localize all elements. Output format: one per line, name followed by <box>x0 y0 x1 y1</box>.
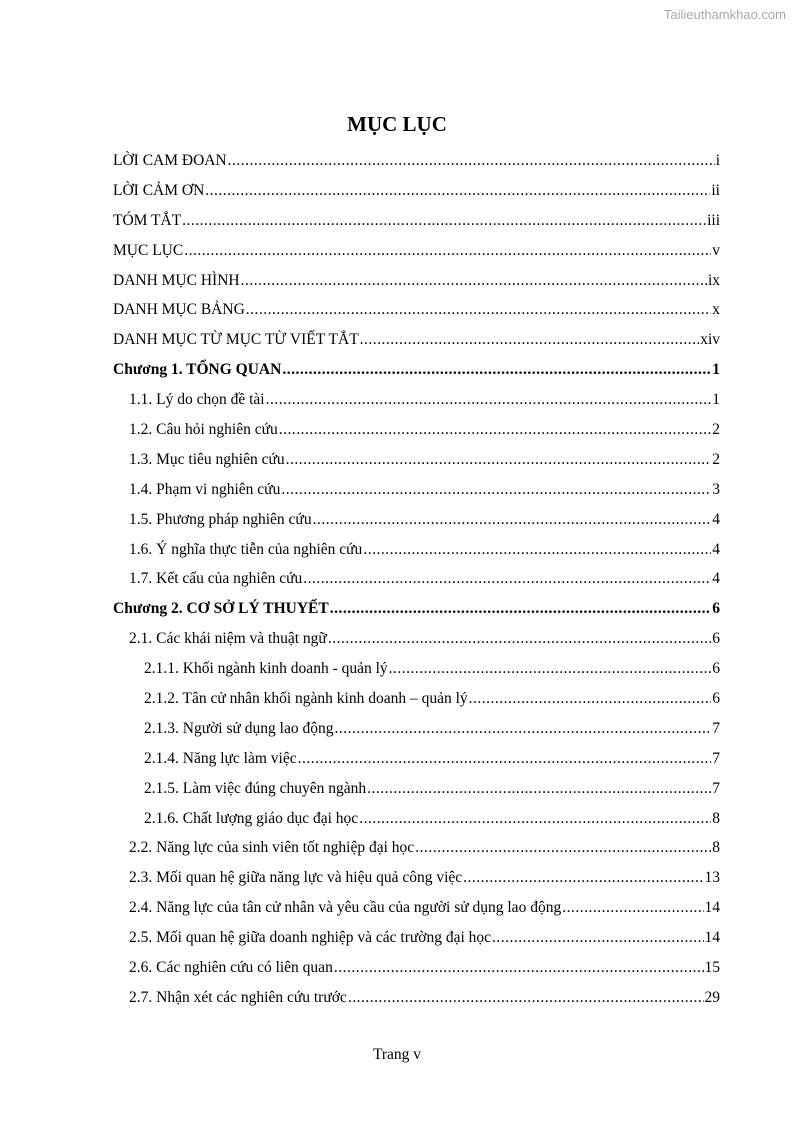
toc-entry-page: 4 <box>712 510 720 528</box>
toc-entry-label: 2.7. Nhận xét các nghiên cứu trước <box>129 988 347 1006</box>
watermark: Tailieuthamkhao.com <box>663 7 786 22</box>
toc-entry-label: 1.5. Phương pháp nghiên cứu <box>129 510 312 528</box>
toc-dot-leader <box>266 391 712 409</box>
toc-entry-label: TÓM TẮT <box>113 211 182 229</box>
toc-dot-leader <box>281 481 711 499</box>
toc-entry-page: 4 <box>712 540 720 558</box>
toc-entry-label: 1.4. Phạm vi nghiên cứu <box>129 480 281 498</box>
toc-entry[interactable] <box>113 833 720 863</box>
toc-dot-leader <box>241 272 707 290</box>
toc-entry[interactable] <box>113 475 720 505</box>
toc-dot-leader <box>228 152 715 170</box>
toc-entry-page: 6 <box>712 600 720 618</box>
toc-entry-label: DANH MỤC TỪ MỤC TỪ VIẾT TẮT <box>113 331 359 349</box>
toc-entry-page: x <box>712 301 720 319</box>
toc-entry-page: 8 <box>712 809 720 827</box>
toc-dot-leader <box>184 242 711 260</box>
toc-dot-leader <box>367 780 711 798</box>
table-of-contents <box>113 146 720 1013</box>
toc-entry-label: 2.1. Các khái niệm và thuật ngữ <box>129 630 327 648</box>
toc-entry[interactable] <box>113 535 720 565</box>
toc-dot-leader <box>334 959 704 977</box>
toc-entry-page: i <box>715 151 720 169</box>
toc-entry-label: 2.3. Mối quan hệ giữa năng lực và hiệu quả công việc <box>129 869 463 887</box>
toc-entry[interactable] <box>113 863 720 893</box>
toc-dot-leader <box>360 331 700 349</box>
toc-entry-page: 7 <box>712 749 720 767</box>
toc-entry[interactable] <box>113 206 720 236</box>
toc-entry-label: Chương 1. TỔNG QUAN <box>113 361 282 379</box>
toc-entry-page: 2 <box>712 450 720 468</box>
toc-entry[interactable] <box>113 415 720 445</box>
toc-entry-label: 2.1.6. Chất lượng giáo dục đại học <box>144 809 359 827</box>
toc-entry-page: v <box>712 241 720 259</box>
toc-entry[interactable] <box>113 146 720 176</box>
toc-entry-page: 2 <box>712 420 720 438</box>
toc-dot-leader <box>205 182 710 200</box>
toc-dot-leader <box>562 899 703 917</box>
toc-entry[interactable] <box>113 953 720 983</box>
toc-entry[interactable] <box>113 385 720 415</box>
toc-entry-page: 8 <box>712 839 720 857</box>
toc-entry[interactable] <box>113 744 720 774</box>
toc-entry[interactable] <box>113 266 720 296</box>
toc-entry[interactable] <box>113 893 720 923</box>
toc-dot-leader <box>389 660 712 678</box>
toc-dot-leader <box>303 570 711 588</box>
toc-entry[interactable] <box>113 594 720 624</box>
toc-dot-leader <box>415 839 711 857</box>
toc-dot-leader <box>286 451 712 469</box>
toc-entry-label: Chương 2. CƠ SỞ LÝ THUYẾT <box>113 600 329 618</box>
toc-entry-page: 29 <box>704 988 720 1006</box>
toc-dot-leader <box>298 750 712 768</box>
toc-entry-page: 4 <box>712 570 720 588</box>
toc-dot-leader <box>363 541 711 559</box>
toc-entry[interactable] <box>113 564 720 594</box>
toc-entry-label: 2.6. Các nghiên cứu có liên quan <box>129 958 333 976</box>
toc-entry-page: 6 <box>712 630 720 648</box>
toc-dot-leader <box>328 630 711 648</box>
toc-entry-page: ix <box>707 271 720 289</box>
toc-entry[interactable] <box>113 714 720 744</box>
toc-dot-leader <box>282 361 711 379</box>
toc-entry-page: 7 <box>712 779 720 797</box>
toc-entry[interactable] <box>113 505 720 535</box>
toc-entry[interactable] <box>113 445 720 475</box>
toc-entry[interactable] <box>113 654 720 684</box>
toc-entry-label: 2.1.3. Người sử dụng lao động <box>144 719 334 737</box>
toc-entry-page: xiv <box>700 331 720 349</box>
toc-entry-page: 13 <box>704 869 720 887</box>
toc-dot-leader <box>492 929 703 947</box>
toc-entry-label: DANH MỤC HÌNH <box>113 271 240 289</box>
toc-entry-page: ii <box>711 181 720 199</box>
toc-dot-leader <box>334 720 711 738</box>
toc-entry-label: 2.4. Năng lực của tân cử nhân và yêu cầu của người sử dụng lao động <box>129 899 562 917</box>
page-title: MỤC LỤC <box>347 112 447 136</box>
toc-entry-page: 1 <box>712 361 720 379</box>
toc-entry-label: 1.3. Mục tiêu nghiên cứu <box>129 450 285 468</box>
toc-entry-label: 2.1.2. Tân cử nhân khối ngành kinh doanh – quản lý <box>144 689 468 707</box>
toc-entry-page: 6 <box>712 660 720 678</box>
toc-entry-label: 1.2. Câu hỏi nghiên cứu <box>129 420 278 438</box>
toc-entry-label: 2.5. Mối quan hệ giữa doanh nghiệp và các trường đại học <box>129 929 492 947</box>
toc-entry-page: 6 <box>712 689 720 707</box>
toc-dot-leader <box>330 600 712 618</box>
toc-dot-leader <box>463 869 703 887</box>
toc-dot-leader <box>313 511 712 529</box>
toc-entry[interactable] <box>113 624 720 654</box>
toc-entry-label: MỤC LỤC <box>113 241 184 259</box>
toc-entry-label: 1.1. Lý do chọn đề tài <box>129 391 265 409</box>
toc-entry-page: 15 <box>704 958 720 976</box>
toc-entry-page: iii <box>707 211 720 229</box>
toc-dot-leader <box>348 989 704 1007</box>
toc-entry-page: 14 <box>704 929 720 947</box>
toc-entry-label: LỜI CAM ĐOAN <box>113 151 227 169</box>
toc-entry-label: 2.2. Năng lực của sinh viên tốt nghiệp đại học <box>129 839 415 857</box>
toc-entry[interactable] <box>113 295 720 325</box>
toc-entry[interactable] <box>113 774 720 804</box>
toc-entry[interactable] <box>113 923 720 953</box>
toc-entry-label: 2.1.4. Năng lực làm việc <box>144 749 297 767</box>
toc-entry[interactable] <box>113 236 720 266</box>
toc-entry-label: 2.1.1. Khối ngành kinh doanh - quản lý <box>144 660 388 678</box>
toc-entry[interactable] <box>113 804 720 834</box>
toc-entry-label: 1.7. Kết cấu của nghiên cứu <box>129 570 303 588</box>
page-footer: Trang v <box>372 1046 422 1063</box>
toc-dot-leader <box>469 690 712 708</box>
toc-entry-page: 14 <box>704 899 720 917</box>
toc-entry-page: 1 <box>712 391 720 409</box>
toc-entry[interactable] <box>113 355 720 385</box>
toc-entry-label: LỜI CẢM ƠN <box>113 181 205 199</box>
toc-dot-leader <box>182 212 706 230</box>
toc-entry-label: 2.1.5. Làm việc đúng chuyên ngành <box>144 779 367 797</box>
toc-entry-label: 1.6. Ý nghĩa thực tiễn của nghiên cứu <box>129 540 363 558</box>
toc-entry-label: DANH MỤC BẢNG <box>113 301 245 319</box>
toc-entry[interactable] <box>113 176 720 206</box>
toc-entry[interactable] <box>113 684 720 714</box>
toc-entry-page: 3 <box>712 480 720 498</box>
toc-entry[interactable] <box>113 325 720 355</box>
toc-dot-leader <box>246 301 711 319</box>
toc-dot-leader <box>279 421 712 439</box>
toc-dot-leader <box>359 810 711 828</box>
toc-entry-page: 7 <box>712 719 720 737</box>
toc-entry[interactable] <box>113 983 720 1013</box>
